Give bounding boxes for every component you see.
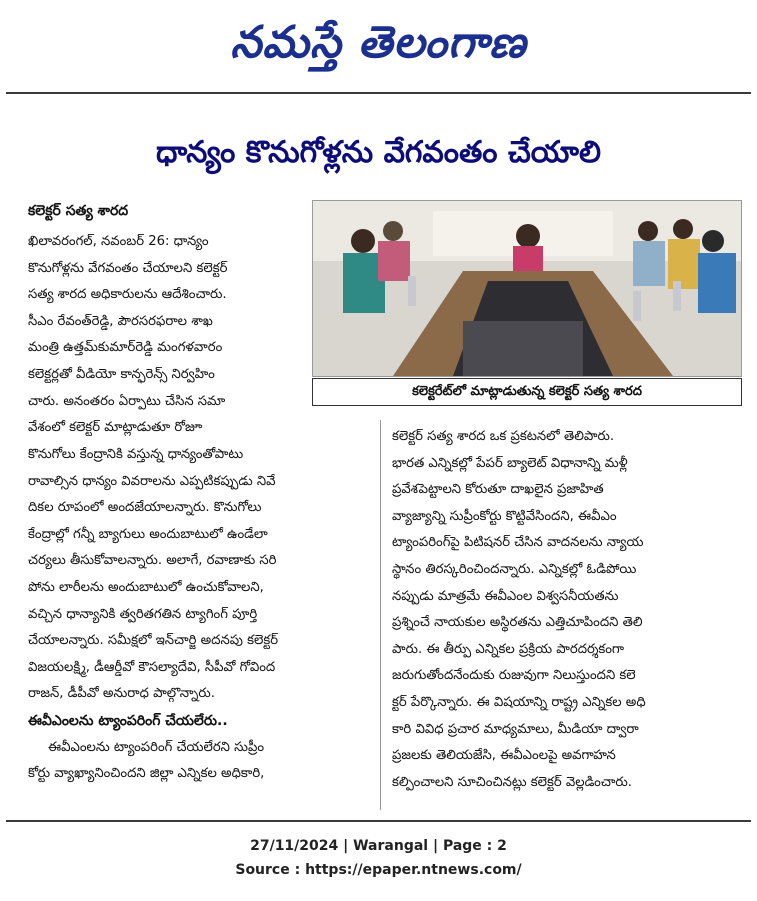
footer-date-edition: 27/11/2024 | Warangal | Page : 2	[250, 838, 507, 854]
text-line: ప్రశ్నించే నాయకుల అస్థిరతను ఎత్తిచూపిందని తెలి	[392, 615, 643, 631]
text-line: చారు. అనంతరం ఏర్పాటు చేసిన సమా	[28, 393, 226, 409]
text-line: పోను లారీలను అందుబాటులో ఉంచుకోవాలని,	[28, 579, 264, 595]
headline: ధాన్యం కొనుగోళ్లను వేగవంతం చేయాలి	[156, 135, 601, 170]
masthead-rule	[6, 92, 751, 94]
meeting-photo	[312, 200, 742, 377]
left-column-bottom	[28, 442, 373, 788]
text-line: క్టర్ పేర్కొన్నారు. ఈ విషయాన్ని రాష్ట్ర ఎన్నికల అధి	[392, 694, 646, 710]
text-line: కల్పించాలని సూచించినట్లు కలెక్టర్ వెల్లడించారు.	[392, 774, 632, 790]
text-line: వ్యాజ్యాన్ని సుప్రీంకోర్టు కొట్టివేసిందని, ఈవీఎం	[392, 508, 617, 524]
footer-source: Source : https://epaper.ntnews.com/	[235, 862, 522, 878]
right-column	[392, 424, 742, 796]
masthead: నమస్తే తెలంగాణ	[230, 17, 527, 68]
text-line: కలెక్టర్ సత్య శారద ఒక ప్రకటనలో తెలిపారు.	[392, 429, 615, 444]
text-line: భారత ఎన్నికల్లో పేపర్ బ్యాలెట్ విధానాన్ని మళ్లీ	[392, 455, 628, 471]
text-line: కోర్టు వ్యాఖ్యానించిందని జిల్లా ఎన్నికల అధికారి,	[28, 766, 265, 782]
subheading: ఈవీఎంలను ట్యాంపరింగ్ చేయలేరు..	[28, 712, 228, 729]
text-line: ప్రవేశపెట్టాలని కోరుతూ దాఖలైన ప్రజాహిత	[392, 482, 604, 498]
text-line: కలెక్టర్లతో వీడియో కాన్ఫరెన్స్ నిర్వహిం	[28, 366, 215, 382]
text-line: రావాల్సిన ధాన్యం వివరాలను ఎప్పటికప్పుడు నివే	[28, 473, 276, 489]
byline: కలెక్టర్ సత్య శారద	[28, 203, 129, 219]
text-line: మంత్రి ఉత్తమ్‌కుమార్‌రెడ్డి మంగళవారం	[28, 340, 223, 356]
text-line: విజయలక్ష్మి, డీఆర్డీవో కౌసల్యాదేవి, సీపీవో గోవింద	[28, 659, 276, 675]
text-line: స్థానం తిరస్కరించిందన్నారు. ఎన్నికల్లో ఓడిపోయి	[392, 561, 637, 577]
footer-rule	[6, 820, 751, 822]
text-line: దికల రూపంలో అందజేయాలన్నారు. కొనుగోలు	[28, 500, 262, 516]
photo-caption: కలెక్టరేట్‌లో మాట్లాడుతున్న కలెక్టర్ సత్య శారద	[312, 378, 742, 406]
text-line: సత్య శారద అధికారులను ఆదేశించారు.	[28, 287, 227, 303]
text-line: కొనుగోళ్లను వేగవంతం చేయాలని కలెక్టర్	[28, 260, 228, 276]
text-line: ట్యాంపరింగ్‌పై పిటిషనర్ చేసిన వాదనలను న్యాయ	[392, 535, 644, 551]
text-line: కారి వివిధ ప్రచార మాధ్యమాలు, మీడియా ద్వారా	[392, 721, 639, 737]
text-line: కొనుగోలు కేంద్రానికి వస్తున్న ధాన్యంతోపాటు	[28, 447, 244, 462]
text-line: కేంద్రాల్లో గన్నీ బ్యాగులు అందుబాటులో ఉండేలా	[28, 526, 268, 542]
column-divider	[380, 420, 381, 810]
text-line: సీఎం రేవంత్‌రెడ్డి, పౌరసరఫరాల శాఖ	[28, 313, 213, 329]
text-line: ఖిలావరంగల్, నవంబర్ 26: ధాన్యం	[28, 234, 209, 249]
meeting-photo-illustration	[313, 201, 741, 376]
text-line: వేశంలో కలెక్టర్ మాట్లాడుతూ రోజూ	[28, 420, 203, 436]
text-line: ఈవీఎంలను ట్యాంపరింగ్ చేయలేరని సుప్రీం	[48, 739, 265, 755]
text-line: రాజన్, డీపీవో అనురాధ పాల్గొన్నారు.	[28, 686, 215, 702]
text-line: చేయాలన్నారు. సమీక్షలో ఇన్‌చార్జి అదనపు కలెక్టర్	[28, 633, 279, 649]
text-line: చర్యలు తీసుకోవాలన్నారు. అలాగే, రవాణాకు సరి	[28, 553, 277, 569]
text-line: వచ్చిన ధాన్యానికి త్వరితగతిన ట్యాగింగ్ పూర్తి	[28, 606, 258, 622]
text-line: జరుగుతోందనేందుకు రుజువుగా నిలుస్తుందని కలె	[392, 668, 636, 684]
text-line: ప్రజలకు తెలియజేసి, ఈవీఎంలపై అవగాహన	[392, 748, 616, 764]
left-column-top	[28, 229, 308, 442]
text-line: పారు. ఈ తీర్పు ఎన్నికల ప్రక్రియ పారదర్శకంగా	[392, 641, 625, 657]
text-line: నప్పుడు మాత్రమే ఈవీఎంల విశ్వసనీయతను	[392, 588, 619, 604]
